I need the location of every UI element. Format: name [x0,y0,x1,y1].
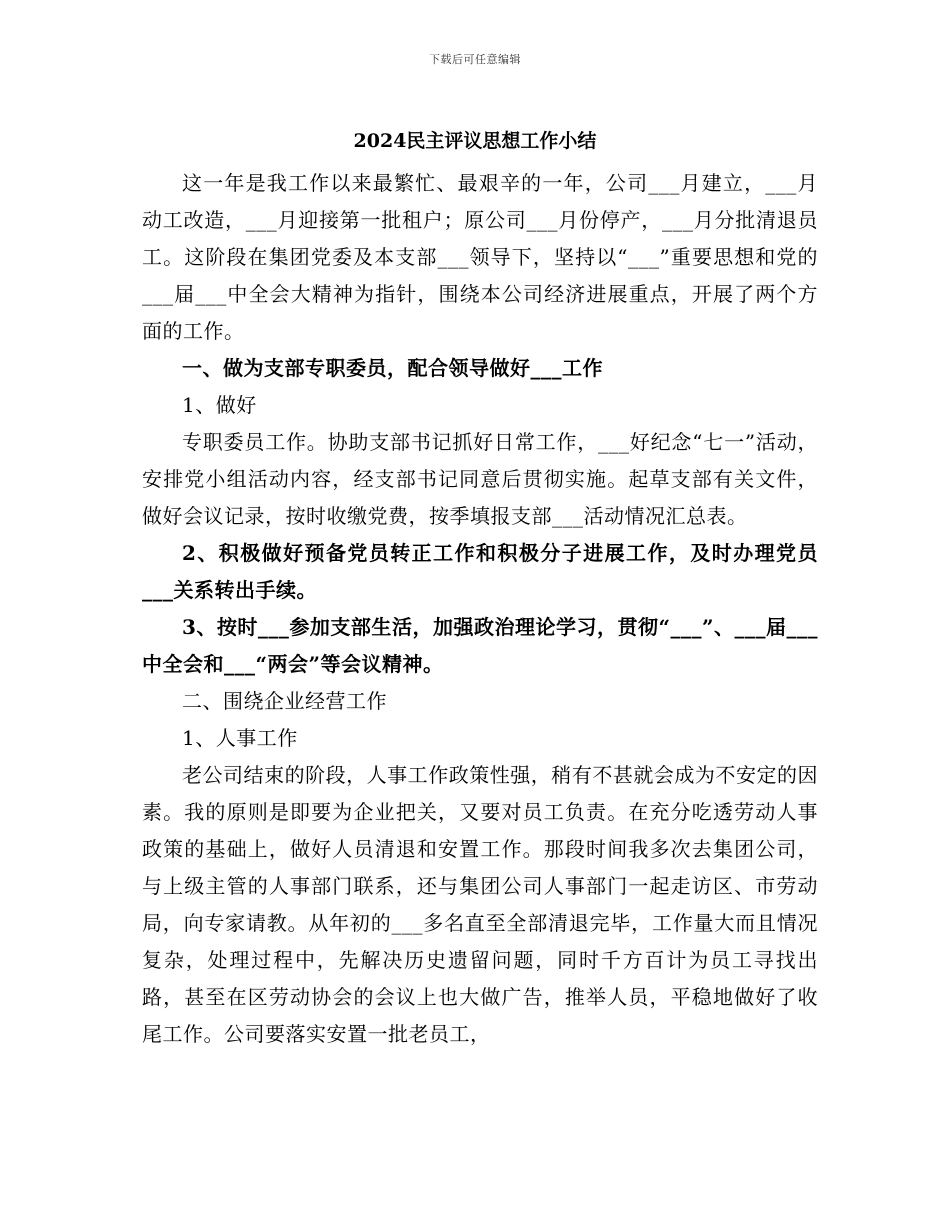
paragraph-item-3: 3、按时___参加支部生活，加强政治理论学习，贯彻“___”、___届___中全会和___“两会”等会议精神。 [142,615,818,676]
section-heading-1: 一、做为支部专职委员，配合领导做好___工作 [182,356,603,380]
subheading-2-1: 1、人事工作 [182,726,298,750]
subheading-1-1: 1、做好 [182,393,257,417]
paragraph-committee-work: 专职委员工作。协助支部书记抓好日常工作，___好纪念“七一”活动，安排党小组活动内容，经支部书记同意后贯彻实施。起草支部有关文件，做好会议记录，按时收缴党费，按季填报支部___活动情况汇总表。 [142,430,818,528]
section-heading-2: 二、围绕企业经营工作 [182,689,387,713]
paragraph-personnel-work: 老公司结束的阶段，人事工作政策性强，稍有不甚就会成为不安定的因素。我的原则是即要为企业把关，又要对员工负责。在充分吃透劳动人事政策的基础上，做好人员清退和安置工作。那段时间我多次去集团公司，与上级主管的人事部门联系，还与集团公司人事部门一起走访区、市劳动局，向专家请教。从年初的___多名直至全部清退完毕，工作量大而且情况复杂，处理过程中，先解决历史遗留问题，同时千方百计为员工寻找出路，甚至在区劳动协会的会议上也大做广告，推举人员，平稳地做好了收尾工作。公司要落实安置一批老员工， [142,763,818,1046]
page-header-note: 下载后可任意编辑 [429,53,521,66]
paragraph-item-2: 2、积极做好预备党员转正工作和积极分子进展工作，及时办理党员___关系转出手续。 [142,541,818,602]
document-body [142,165,818,1053]
document-title: 2024民主评议思想工作小结 [353,130,597,152]
paragraph-intro: 这一年是我工作以来最繁忙、最艰辛的一年，公司___月建立，___月动工改造，___月迎接第一批租户；原公司___月份停产，___月分批清退员工。这阶段在集团党委及本支部___领导下，坚持以“___”重要思想和党的___届___中全会大精神为指针，围绕本公司经济进展重点，开展了两个方面的工作。 [142,171,818,343]
